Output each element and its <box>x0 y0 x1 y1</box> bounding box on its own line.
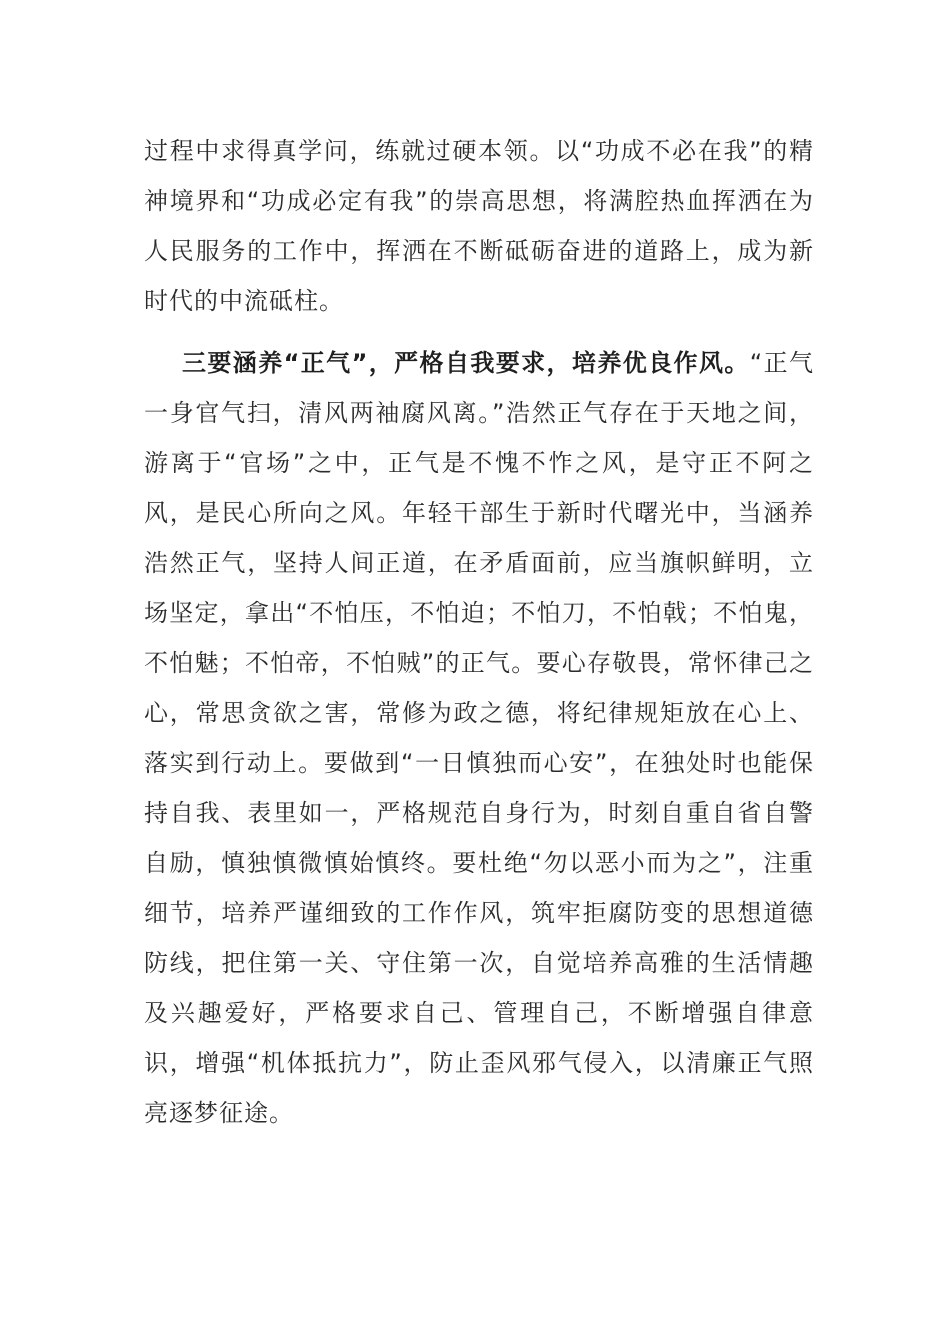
paragraph-text: 过程中求得真学问，练就过硬本领。以“功成不必在我”的精神境界和“功成必定有我”的崇高思想，将满腔热血挥洒在为人民服务的工作中，挥洒在不断砥砺奋进的道路上，成为新时代的中流砥柱。 <box>144 137 814 315</box>
paragraph-text: “正气一身官气扫，清风两袖腐风离。”浩然正气存在于天地之间，游离于“官场”之中，正气是不愧不怍之风，是守正不阿之风，是民心所向之风。年轻干部生于新时代曙光中，当涵养浩然正气，坚持人间正道，在矛盾面前，应当旗帜鲜明，立场坚定，拿出“不怕压，不怕迫；不怕刀，不怕戟；不怕鬼，不怕魅；不怕帝，不怕贼”的正气。要心存敬畏，常怀律己之心，常思贪欲之害，常修为政之德，将纪律规矩放在心上、落实到行动上。要做到“一日慎独而心安”，在独处时也能保持自我、表里如一，严格规范自身行为，时刻自重自省自警自励，慎独慎微慎始慎终。要杜绝“勿以恶小而为之”，注重细节，培养严谨细致的工作作风，筑牢拒腐防变的思想道德防线，把住第一关、守住第一次，自觉培养高雅的生活情趣及兴趣爱好，严格要求自己、管理自己，不断增强自律意识，增强“机体抵抗力”，防止歪风邪气侵入，以清廉正气照亮逐梦征途。 <box>144 349 815 1127</box>
section-heading-bold: 三要涵养“正气”，严格自我要求，培养优良作风。 <box>182 349 750 377</box>
document-body <box>144 126 814 1138</box>
paragraph-continuation <box>144 126 814 326</box>
paragraph-section-three <box>144 338 814 1138</box>
